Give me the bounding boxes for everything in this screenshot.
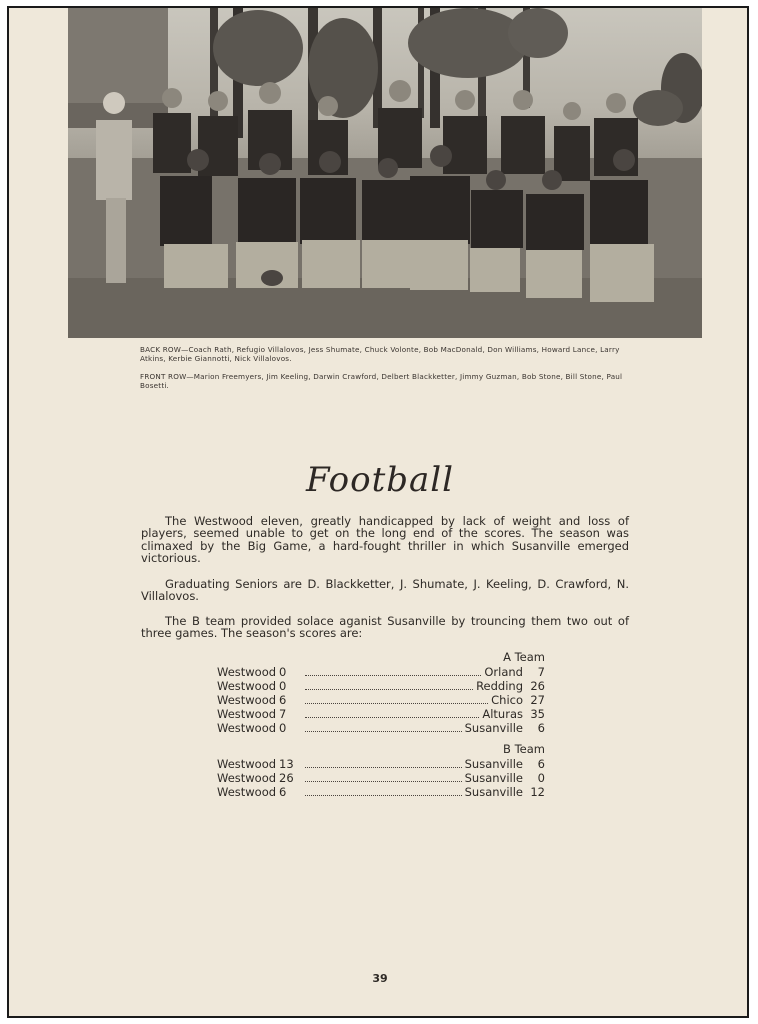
score-row — [217, 665, 545, 679]
a-team-heading: A Team — [503, 650, 545, 664]
opponent-team: Susanville — [464, 757, 523, 771]
opponent-team: Orland — [484, 665, 523, 679]
opponent-score: 6 — [537, 757, 545, 771]
home-score: 0 — [279, 721, 287, 735]
home-team: Westwood — [217, 785, 277, 799]
caption-front-row: FRONT ROW—Marion Freemyers, Jim Keeling, Darwin Crawford, Delbert Blackketter, Jimmy Guzman, Bob Stone, Bill Stone, Paul Bosetti. — [140, 372, 623, 390]
score-row — [217, 707, 545, 721]
opponent-team: Alturas — [482, 707, 523, 721]
dot-leader — [305, 675, 481, 676]
dot-leader — [305, 731, 462, 732]
a-team-scores — [217, 650, 545, 735]
dot-leader — [305, 767, 462, 768]
home-score: 7 — [279, 707, 287, 721]
team-photo-illustration — [68, 8, 702, 338]
home-team: Westwood — [217, 665, 277, 679]
paragraph-season-summary — [141, 515, 629, 565]
page-title: Football — [305, 460, 455, 500]
opponent-score: 27 — [530, 693, 545, 707]
opponent-score: 12 — [530, 785, 545, 799]
opponent-score: 26 — [530, 679, 545, 693]
dot-leader — [305, 795, 462, 796]
home-team: Westwood — [217, 757, 277, 771]
home-team: Westwood — [217, 771, 277, 785]
home-score: 0 — [279, 679, 287, 693]
paragraph-b-team — [141, 615, 629, 640]
opponent-score: 6 — [537, 721, 545, 735]
opponent-team: Redding — [476, 679, 523, 693]
home-score: 6 — [279, 785, 287, 799]
home-team: Westwood — [217, 721, 277, 735]
opponent-score: 7 — [537, 665, 545, 679]
opponent-score: 0 — [537, 771, 545, 785]
page-number: 39 — [372, 972, 388, 985]
paragraph-text: The B team provided solace aganist Susanville by trouncing them two out of three games. The season's scores are: — [141, 614, 629, 641]
b-team-scores — [217, 742, 545, 799]
home-team: Westwood — [217, 679, 277, 693]
home-team: Westwood — [217, 693, 277, 707]
team-photo — [68, 8, 702, 338]
home-score: 0 — [279, 665, 287, 679]
dot-leader — [305, 717, 479, 718]
home-score: 13 — [279, 757, 294, 771]
home-score: 6 — [279, 693, 287, 707]
dot-leader — [305, 689, 473, 690]
yearbook-page — [7, 6, 749, 1018]
score-row — [217, 721, 545, 735]
dot-leader — [305, 781, 462, 782]
opponent-team: Susanville — [464, 721, 523, 735]
b-team-heading: B Team — [503, 742, 545, 756]
home-score: 26 — [279, 771, 294, 785]
paragraph-text: Graduating Seniors are D. Blackketter, J. Shumate, J. Keeling, D. Crawford, N. Villalovos. — [141, 577, 629, 604]
opponent-score: 35 — [530, 707, 545, 721]
home-team: Westwood — [217, 707, 277, 721]
opponent-team: Chico — [491, 693, 523, 707]
score-row — [217, 757, 545, 771]
paragraph-text: The Westwood eleven, greatly handicapped by lack of weight and loss of players, seemed unable to get on the long end of the scores. The season was climaxed by the Big Game, a hard-fought thriller in which Susanville emerged victorious. — [141, 514, 629, 566]
score-row — [217, 771, 545, 785]
opponent-team: Susanville — [464, 771, 523, 785]
score-row — [217, 679, 545, 693]
opponent-team: Susanville — [464, 785, 523, 799]
score-row — [217, 785, 545, 799]
paragraph-graduating-seniors — [141, 578, 629, 603]
caption-back-row: BACK ROW—Coach Rath, Refugio Villalovos, Jess Shumate, Chuck Volonte, Bob MacDonald, Don Williams, Howard Lance, Larry Atkins, Kerbie Giannotti, Nick Villalovos. — [140, 345, 620, 363]
dot-leader — [305, 703, 488, 704]
score-row — [217, 693, 545, 707]
